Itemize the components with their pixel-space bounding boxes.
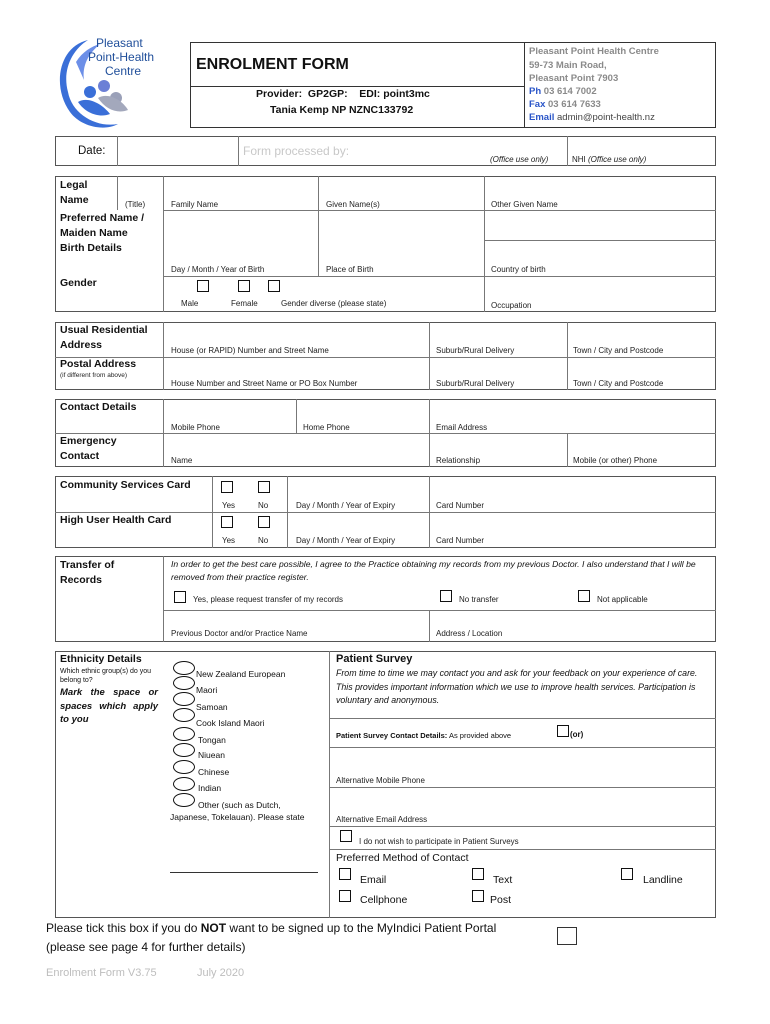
as-provided-checkbox[interactable]: [557, 725, 569, 737]
csc-yes-label: Yes: [222, 501, 236, 510]
processed-by: Form processed by:: [243, 144, 350, 158]
eth-oval-9[interactable]: [173, 793, 195, 807]
form-title: ENROLMENT FORM: [196, 56, 349, 73]
male-label: Male: [181, 299, 199, 308]
portal-notice: Please tick this box if you do NOT want to be signed up to the MyIndici Patient Portal: [46, 921, 497, 935]
eth-oval-4[interactable]: [173, 708, 195, 722]
emergency-contact-label: Emergency Contact: [60, 435, 117, 462]
ec-name-label: Name: [171, 456, 193, 465]
survey-text: From time to time we may contact you and ask for your feedback on your experience of care. This provides important information which we use to improve health services. Participation is voluntary and anonymous.: [336, 668, 698, 705]
family-name-label: Family Name: [171, 200, 219, 209]
logo-text-3: Centre: [105, 64, 142, 78]
eth-oval-1[interactable]: [173, 661, 195, 675]
transfer-na-checkbox[interactable]: [578, 590, 590, 602]
diverse-label: Gender diverse (please state): [281, 299, 387, 308]
method-post-label: Post: [490, 894, 512, 906]
transfer-na-label: Not applicable: [597, 595, 648, 604]
org-name: Pleasant Point Health Centre: [529, 46, 659, 57]
ethnicity-instruction: Mark the space or spaces which apply to you: [60, 687, 158, 725]
footer-date: July 2020: [197, 967, 245, 979]
email-label: Email Address: [436, 423, 488, 432]
place-birth-label: Place of Birth: [326, 265, 374, 274]
opt-out-label: I do not wish to participate in Patient Surveys: [359, 837, 519, 846]
diverse-checkbox[interactable]: [268, 280, 280, 292]
method-cellphone-checkbox[interactable]: [339, 890, 351, 902]
csc-no-checkbox[interactable]: [258, 481, 270, 493]
alt-email-label: Alternative Email Address: [336, 815, 428, 824]
ethnicity-label: Ethnicity Details: [60, 653, 142, 665]
method-post-checkbox[interactable]: [472, 890, 484, 902]
method-email-checkbox[interactable]: [339, 868, 351, 880]
usual-address-label: Usual Residential Address: [60, 324, 148, 351]
csc-number-label: Card Number: [436, 501, 485, 510]
date-label: Date:: [78, 145, 106, 157]
home-phone-label: Home Phone: [303, 423, 350, 432]
country-birth-label: Country of birth: [491, 265, 546, 274]
huhc-yes-label: Yes: [222, 536, 236, 545]
csc-no-label: No: [258, 501, 269, 510]
male-checkbox[interactable]: [197, 280, 209, 292]
transfer-no-label: No transfer: [459, 595, 499, 604]
eth-oval-8[interactable]: [173, 777, 195, 791]
postal-address-label: Postal Address: [60, 358, 137, 370]
given-names-label: Given Name(s): [326, 200, 380, 209]
method-text-label: Text: [493, 874, 513, 886]
postal-note: (if different from above): [60, 372, 128, 379]
town-label: Town / City and Postcode: [573, 346, 664, 355]
suburb2-label: Suburb/Rural Delivery: [436, 379, 515, 388]
town2-label: Town / City and Postcode: [573, 379, 664, 388]
alt-mobile-label: Alternative Mobile Phone: [336, 776, 425, 785]
method-cellphone-label: Cellphone: [360, 894, 408, 906]
logo-text-1: Pleasant: [96, 36, 143, 50]
huhc-yes-checkbox[interactable]: [221, 516, 233, 528]
provider-name: Tania Kemp NP NZNC133792: [270, 104, 414, 116]
title-label: (Title): [125, 200, 146, 209]
csc-yes-checkbox[interactable]: [221, 481, 233, 493]
eth-indian: Indian: [198, 783, 222, 793]
dob-label: Day / Month / Year of Birth: [171, 265, 265, 274]
opt-out-checkbox[interactable]: [340, 830, 352, 842]
eth-tongan: Tongan: [198, 735, 226, 745]
prev-address-label: Address / Location: [436, 629, 503, 638]
csc-expiry-label: Day / Month / Year of Expiry: [296, 501, 396, 510]
eth-other-state: Japanese, Tokelauan). Please state: [170, 812, 305, 822]
gender-label: Gender: [60, 277, 97, 289]
mobile-label: Mobile Phone: [171, 423, 220, 432]
logo-text-2: Point-Health: [88, 50, 155, 64]
method-landline-label: Landline: [643, 874, 683, 886]
portal-checkbox[interactable]: [557, 927, 577, 945]
org-email: Email admin@point-health.nz: [529, 112, 655, 123]
org-fax: Fax 03 614 7633: [529, 99, 601, 110]
mobile-other-label: Mobile (or other) Phone: [573, 456, 658, 465]
org-phone: Ph 03 614 7002: [529, 86, 597, 97]
huhc-label: High User Health Card: [60, 514, 172, 526]
house2-label: House Number and Street Name or PO Box Number: [171, 379, 358, 388]
transfer-text: In order to get the best care possible, I agree to the Practice obtaining my records from my previous Doctor. I also understand that I will be removed from their practice register.: [171, 559, 696, 582]
provider-line: Provider: GP2GP: EDI: point3mc: [256, 88, 430, 100]
house-label: House (or RAPID) Number and Street Name: [171, 346, 329, 355]
female-checkbox[interactable]: [238, 280, 250, 292]
eth-nz-european: New Zealand European: [196, 669, 286, 679]
patient-survey-title: Patient Survey: [336, 653, 413, 665]
method-text-checkbox[interactable]: [472, 868, 484, 880]
org-addr1: 59-73 Main Road,: [529, 60, 607, 71]
relationship-label: Relationship: [436, 456, 481, 465]
eth-other: Other (such as Dutch,: [198, 800, 281, 810]
huhc-number-label: Card Number: [436, 536, 485, 545]
eth-oval-6[interactable]: [173, 743, 195, 757]
method-email-label: Email: [360, 874, 387, 886]
occupation-label: Occupation: [491, 301, 532, 310]
eth-oval-3[interactable]: [173, 692, 195, 706]
footer-version: Enrolment Form V3.75: [46, 967, 157, 979]
eth-samoan: Samoan: [196, 702, 228, 712]
survey-contact-details: Patient Survey Contact Details: As provided above: [336, 731, 512, 740]
legal-name-label: Legal Name: [60, 179, 89, 206]
transfer-yes-label: Yes, please request transfer of my records: [193, 595, 343, 604]
eth-oval-2[interactable]: [173, 676, 195, 690]
eth-cook-island: Cook Island Maori: [196, 718, 265, 728]
prev-doctor-label: Previous Doctor and/or Practice Name: [171, 629, 308, 638]
eth-maori: Maori: [196, 685, 218, 695]
other-given-label: Other Given Name: [491, 200, 558, 209]
csc-label: Community Services Card: [60, 479, 191, 491]
ethnicity-question: Which ethnic group(s) do you belong to?: [60, 668, 152, 684]
transfer-label: Transfer of Records: [60, 559, 115, 586]
huhc-no-checkbox[interactable]: [258, 516, 270, 528]
nhi-label: NHI (Office use only): [572, 155, 647, 164]
eth-other-line[interactable]: [170, 872, 318, 873]
portal-notice-line2: (please see page 4 for further details): [46, 940, 246, 954]
preferred-method-label: Preferred Method of Contact: [336, 852, 469, 864]
contact-details-label: Contact Details: [60, 401, 137, 413]
preferred-name-label: Preferred Name / Maiden Name: [60, 212, 145, 239]
huhc-no-label: No: [258, 536, 269, 545]
office-use-label: (Office use only): [490, 155, 549, 164]
personal-section: [55, 176, 716, 312]
transfer-no-checkbox[interactable]: [440, 590, 452, 602]
eth-oval-5[interactable]: [173, 727, 195, 741]
eth-niuean: Niuean: [198, 750, 225, 760]
huhc-expiry-label: Day / Month / Year of Expiry: [296, 536, 396, 545]
date-field[interactable]: [118, 137, 237, 165]
female-label: Female: [231, 299, 258, 308]
suburb-label: Suburb/Rural Delivery: [436, 346, 515, 355]
eth-chinese: Chinese: [198, 767, 230, 777]
birth-details-label: Birth Details: [60, 242, 122, 254]
method-landline-checkbox[interactable]: [621, 868, 633, 880]
org-addr2: Pleasant Point 7903: [529, 73, 619, 84]
transfer-yes-checkbox[interactable]: [174, 591, 186, 603]
eth-oval-7[interactable]: [173, 760, 195, 774]
survey-or: (or): [570, 730, 584, 739]
